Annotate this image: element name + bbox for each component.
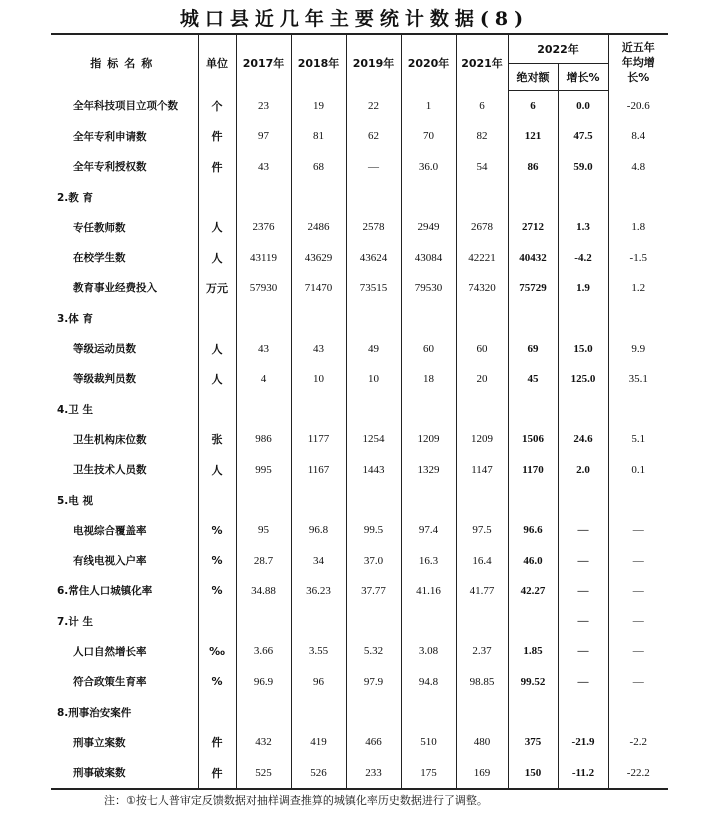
cell-2022-growth bbox=[558, 303, 608, 333]
cell-2022-absolute: 45 bbox=[508, 364, 558, 394]
cell-unit bbox=[198, 303, 236, 333]
cell-indicator: 卫生技术人员数 bbox=[51, 455, 198, 485]
cell-2019: — bbox=[346, 152, 401, 182]
cell-indicator: 4.卫 生 bbox=[51, 394, 198, 424]
cell-2020 bbox=[401, 394, 456, 424]
header-five-year-avg bbox=[608, 34, 668, 91]
cell-five-year-avg: 1.2 bbox=[608, 273, 668, 303]
cell-indicator: 6.常住人口城镇化率 bbox=[51, 576, 198, 606]
header-indicator: 指标名称 bbox=[51, 34, 198, 91]
cell-unit: ‰ bbox=[198, 636, 236, 666]
cell-indicator: 刑事破案数 bbox=[51, 758, 198, 789]
cell-2021: 42221 bbox=[456, 242, 508, 272]
cell-indicator: 等级运动员数 bbox=[51, 333, 198, 363]
cell-five-year-avg: -20.6 bbox=[608, 91, 668, 122]
cell-2021: 74320 bbox=[456, 273, 508, 303]
cell-2018: 2486 bbox=[291, 212, 346, 242]
cell-2019: 43624 bbox=[346, 242, 401, 272]
cell-unit: % bbox=[198, 515, 236, 545]
cell-2021: 20 bbox=[456, 364, 508, 394]
cell-2017: 2376 bbox=[236, 212, 291, 242]
cell-unit: 人 bbox=[198, 242, 236, 272]
cell-five-year-avg: 9.9 bbox=[608, 333, 668, 363]
cell-2020: 510 bbox=[401, 727, 456, 757]
table-row bbox=[51, 242, 668, 272]
cell-2020: 60 bbox=[401, 333, 456, 363]
cell-2022-absolute: 1170 bbox=[508, 455, 558, 485]
cell-indicator: 全年专利申请数 bbox=[51, 121, 198, 151]
header-year-2022: 2022年 bbox=[508, 34, 608, 64]
cell-2018: 81 bbox=[291, 121, 346, 151]
cell-2022-growth: — bbox=[558, 545, 608, 575]
cell-unit: 万元 bbox=[198, 273, 236, 303]
cell-2021: 2.37 bbox=[456, 636, 508, 666]
table-row bbox=[51, 212, 668, 242]
cell-2017: 43119 bbox=[236, 242, 291, 272]
cell-2022-absolute bbox=[508, 697, 558, 727]
cell-2022-growth: 125.0 bbox=[558, 364, 608, 394]
cell-2021 bbox=[456, 303, 508, 333]
cell-unit: 件 bbox=[198, 727, 236, 757]
cell-2021: 60 bbox=[456, 333, 508, 363]
cell-five-year-avg: 5.1 bbox=[608, 424, 668, 454]
cell-2019 bbox=[346, 606, 401, 636]
cell-unit: 件 bbox=[198, 758, 236, 789]
cell-indicator: 2.教 育 bbox=[51, 182, 198, 212]
cell-2021: 1147 bbox=[456, 455, 508, 485]
cell-2020: 1209 bbox=[401, 424, 456, 454]
cell-2018: 68 bbox=[291, 152, 346, 182]
cell-2022-growth: -11.2 bbox=[558, 758, 608, 789]
cell-2019: 10 bbox=[346, 364, 401, 394]
cell-2018: 96 bbox=[291, 667, 346, 697]
cell-2022-growth: 0.0 bbox=[558, 91, 608, 122]
table-row bbox=[51, 152, 668, 182]
cell-indicator: 电视综合覆盖率 bbox=[51, 515, 198, 545]
cell-2018: 36.23 bbox=[291, 576, 346, 606]
cell-2017: 43 bbox=[236, 152, 291, 182]
cell-2022-absolute: 2712 bbox=[508, 212, 558, 242]
cell-2021: 97.5 bbox=[456, 515, 508, 545]
cell-2022-absolute: 1506 bbox=[508, 424, 558, 454]
cell-five-year-avg bbox=[608, 485, 668, 515]
cell-2017: 525 bbox=[236, 758, 291, 789]
cell-2019: 99.5 bbox=[346, 515, 401, 545]
cell-five-year-avg: — bbox=[608, 576, 668, 606]
cell-2021: 41.77 bbox=[456, 576, 508, 606]
cell-2017: 97 bbox=[236, 121, 291, 151]
cell-2022-absolute: 99.52 bbox=[508, 667, 558, 697]
cell-2022-absolute bbox=[508, 485, 558, 515]
cell-2022-absolute: 42.27 bbox=[508, 576, 558, 606]
cell-2018: 1167 bbox=[291, 455, 346, 485]
cell-2017: 3.66 bbox=[236, 636, 291, 666]
cell-2017 bbox=[236, 303, 291, 333]
table-row bbox=[51, 182, 668, 212]
header-year-2019: 2019年 bbox=[346, 34, 401, 91]
cell-2022-growth bbox=[558, 182, 608, 212]
cell-unit: 个 bbox=[198, 91, 236, 122]
cell-2020 bbox=[401, 485, 456, 515]
cell-2020: 97.4 bbox=[401, 515, 456, 545]
footnote: 注：①按七人普审定反馈数据对抽样调查推算的城镇化率历史数据进行了调整。 bbox=[104, 794, 488, 807]
cell-2022-absolute bbox=[508, 182, 558, 212]
cell-2022-growth: 1.9 bbox=[558, 273, 608, 303]
cell-unit bbox=[198, 697, 236, 727]
cell-2020 bbox=[401, 182, 456, 212]
cell-2018 bbox=[291, 394, 346, 424]
cell-2022-growth: 24.6 bbox=[558, 424, 608, 454]
cell-2022-growth: — bbox=[558, 606, 608, 636]
cell-2022-absolute: 121 bbox=[508, 121, 558, 151]
cell-2019: 62 bbox=[346, 121, 401, 151]
table-row bbox=[51, 758, 668, 789]
cell-2017 bbox=[236, 606, 291, 636]
cell-2021: 169 bbox=[456, 758, 508, 789]
cell-unit bbox=[198, 182, 236, 212]
cell-2019: 97.9 bbox=[346, 667, 401, 697]
cell-2022-absolute bbox=[508, 606, 558, 636]
cell-indicator: 8.刑事治安案件 bbox=[51, 697, 198, 727]
cell-2022-absolute: 6 bbox=[508, 91, 558, 122]
cell-2020: 175 bbox=[401, 758, 456, 789]
cell-five-year-avg: 4.8 bbox=[608, 152, 668, 182]
cell-2022-growth: 15.0 bbox=[558, 333, 608, 363]
cell-2021 bbox=[456, 697, 508, 727]
cell-2022-growth: — bbox=[558, 515, 608, 545]
table-row bbox=[51, 424, 668, 454]
cell-2018: 1177 bbox=[291, 424, 346, 454]
cell-2018 bbox=[291, 303, 346, 333]
table-row bbox=[51, 303, 668, 333]
cell-2018: 526 bbox=[291, 758, 346, 789]
cell-unit bbox=[198, 394, 236, 424]
cell-2018: 419 bbox=[291, 727, 346, 757]
cell-2017: 57930 bbox=[236, 273, 291, 303]
cell-2019 bbox=[346, 697, 401, 727]
table-row bbox=[51, 364, 668, 394]
cell-2020: 1329 bbox=[401, 455, 456, 485]
cell-2017 bbox=[236, 485, 291, 515]
cell-unit: 件 bbox=[198, 121, 236, 151]
cell-2017 bbox=[236, 394, 291, 424]
cell-2019: 1443 bbox=[346, 455, 401, 485]
cell-five-year-avg: 1.8 bbox=[608, 212, 668, 242]
cell-2018: 19 bbox=[291, 91, 346, 122]
cell-2019: 233 bbox=[346, 758, 401, 789]
cell-2020 bbox=[401, 303, 456, 333]
statistics-table bbox=[51, 33, 668, 790]
cell-indicator: 全年科技项目立项个数 bbox=[51, 91, 198, 122]
cell-2022-growth: 47.5 bbox=[558, 121, 608, 151]
cell-2020: 16.3 bbox=[401, 545, 456, 575]
cell-2017: 986 bbox=[236, 424, 291, 454]
table-row bbox=[51, 91, 668, 122]
cell-2021: 16.4 bbox=[456, 545, 508, 575]
cell-2020: 94.8 bbox=[401, 667, 456, 697]
cell-2022-growth bbox=[558, 394, 608, 424]
cell-2022-growth: — bbox=[558, 576, 608, 606]
cell-2022-growth: — bbox=[558, 667, 608, 697]
cell-2019: 1254 bbox=[346, 424, 401, 454]
cell-five-year-avg: 35.1 bbox=[608, 364, 668, 394]
cell-five-year-avg: -2.2 bbox=[608, 727, 668, 757]
cell-2022-absolute: 86 bbox=[508, 152, 558, 182]
cell-2018: 71470 bbox=[291, 273, 346, 303]
cell-unit: 人 bbox=[198, 333, 236, 363]
cell-unit: 张 bbox=[198, 424, 236, 454]
cell-2022-absolute: 150 bbox=[508, 758, 558, 789]
header-avg-line1: 近五年 bbox=[621, 41, 655, 55]
cell-2022-growth: 1.3 bbox=[558, 212, 608, 242]
cell-2017: 95 bbox=[236, 515, 291, 545]
cell-2022-absolute: 96.6 bbox=[508, 515, 558, 545]
cell-2020: 18 bbox=[401, 364, 456, 394]
cell-2022-absolute: 69 bbox=[508, 333, 558, 363]
cell-indicator: 7.计 生 bbox=[51, 606, 198, 636]
header-avg-line3: 长% bbox=[627, 71, 650, 85]
table-row bbox=[51, 121, 668, 151]
cell-2022-growth bbox=[558, 485, 608, 515]
cell-2020: 36.0 bbox=[401, 152, 456, 182]
cell-2022-absolute: 1.85 bbox=[508, 636, 558, 666]
header-year-2020: 2020年 bbox=[401, 34, 456, 91]
table-row bbox=[51, 333, 668, 363]
cell-2022-growth: 2.0 bbox=[558, 455, 608, 485]
cell-2018: 96.8 bbox=[291, 515, 346, 545]
cell-indicator: 卫生机构床位数 bbox=[51, 424, 198, 454]
cell-2018 bbox=[291, 606, 346, 636]
cell-2018 bbox=[291, 485, 346, 515]
cell-2021: 82 bbox=[456, 121, 508, 151]
cell-five-year-avg bbox=[608, 182, 668, 212]
cell-five-year-avg: 0.1 bbox=[608, 455, 668, 485]
cell-2019: 5.32 bbox=[346, 636, 401, 666]
header-absolute: 绝对额 bbox=[508, 64, 558, 91]
cell-2021: 98.85 bbox=[456, 667, 508, 697]
cell-2017: 23 bbox=[236, 91, 291, 122]
cell-2020: 2949 bbox=[401, 212, 456, 242]
cell-unit: 件 bbox=[198, 152, 236, 182]
cell-indicator: 5.电 视 bbox=[51, 485, 198, 515]
header-year-2018: 2018年 bbox=[291, 34, 346, 91]
cell-2017 bbox=[236, 697, 291, 727]
cell-five-year-avg: — bbox=[608, 667, 668, 697]
table-row bbox=[51, 667, 668, 697]
table-row bbox=[51, 545, 668, 575]
cell-five-year-avg: -1.5 bbox=[608, 242, 668, 272]
cell-2019: 73515 bbox=[346, 273, 401, 303]
cell-2021: 1209 bbox=[456, 424, 508, 454]
cell-five-year-avg: — bbox=[608, 636, 668, 666]
cell-indicator: 3.体 育 bbox=[51, 303, 198, 333]
cell-unit: % bbox=[198, 576, 236, 606]
cell-2019 bbox=[346, 485, 401, 515]
cell-2022-growth bbox=[558, 697, 608, 727]
cell-unit: 人 bbox=[198, 212, 236, 242]
cell-2021 bbox=[456, 182, 508, 212]
cell-five-year-avg: -22.2 bbox=[608, 758, 668, 789]
cell-2022-growth: -21.9 bbox=[558, 727, 608, 757]
cell-five-year-avg bbox=[608, 394, 668, 424]
table-row bbox=[51, 273, 668, 303]
cell-2018: 34 bbox=[291, 545, 346, 575]
cell-indicator: 有线电视入户率 bbox=[51, 545, 198, 575]
cell-indicator: 教育事业经费投入 bbox=[51, 273, 198, 303]
cell-indicator: 全年专利授权数 bbox=[51, 152, 198, 182]
cell-indicator: 专任教师数 bbox=[51, 212, 198, 242]
table-row bbox=[51, 576, 668, 606]
cell-2020: 1 bbox=[401, 91, 456, 122]
table-row bbox=[51, 455, 668, 485]
cell-indicator: 在校学生数 bbox=[51, 242, 198, 272]
cell-2021 bbox=[456, 606, 508, 636]
cell-2022-absolute: 75729 bbox=[508, 273, 558, 303]
cell-2022-absolute bbox=[508, 394, 558, 424]
header-avg-line2: 年均增 bbox=[621, 56, 655, 70]
table-row bbox=[51, 485, 668, 515]
cell-five-year-avg bbox=[608, 303, 668, 333]
header-year-2021: 2021年 bbox=[456, 34, 508, 91]
cell-five-year-avg: — bbox=[608, 545, 668, 575]
table-row bbox=[51, 636, 668, 666]
cell-2019: 37.77 bbox=[346, 576, 401, 606]
cell-2017: 43 bbox=[236, 333, 291, 363]
cell-2022-absolute: 46.0 bbox=[508, 545, 558, 575]
page-title: 城口县近几年主要统计数据(8) bbox=[179, 8, 530, 30]
cell-indicator: 人口自然增长率 bbox=[51, 636, 198, 666]
table-row bbox=[51, 515, 668, 545]
cell-2022-growth: — bbox=[558, 636, 608, 666]
header-unit: 单位 bbox=[198, 34, 236, 91]
cell-2021: 2678 bbox=[456, 212, 508, 242]
cell-2019: 22 bbox=[346, 91, 401, 122]
table-row bbox=[51, 727, 668, 757]
cell-2020: 70 bbox=[401, 121, 456, 151]
cell-2022-absolute: 375 bbox=[508, 727, 558, 757]
cell-2019: 49 bbox=[346, 333, 401, 363]
cell-unit: 人 bbox=[198, 455, 236, 485]
cell-unit bbox=[198, 485, 236, 515]
table-row bbox=[51, 697, 668, 727]
cell-unit: % bbox=[198, 545, 236, 575]
cell-2019 bbox=[346, 394, 401, 424]
cell-2019: 37.0 bbox=[346, 545, 401, 575]
cell-2021: 6 bbox=[456, 91, 508, 122]
cell-2017: 34.88 bbox=[236, 576, 291, 606]
table-row bbox=[51, 394, 668, 424]
table-row bbox=[51, 606, 668, 636]
cell-2019: 466 bbox=[346, 727, 401, 757]
cell-2017 bbox=[236, 182, 291, 212]
cell-2017: 96.9 bbox=[236, 667, 291, 697]
cell-2019 bbox=[346, 182, 401, 212]
cell-unit bbox=[198, 606, 236, 636]
cell-2021: 54 bbox=[456, 152, 508, 182]
cell-2019: 2578 bbox=[346, 212, 401, 242]
cell-2020 bbox=[401, 606, 456, 636]
cell-2017: 432 bbox=[236, 727, 291, 757]
cell-unit: % bbox=[198, 667, 236, 697]
cell-2021 bbox=[456, 485, 508, 515]
cell-2017: 995 bbox=[236, 455, 291, 485]
cell-2021 bbox=[456, 394, 508, 424]
cell-five-year-avg bbox=[608, 697, 668, 727]
cell-2022-absolute: 40432 bbox=[508, 242, 558, 272]
cell-2018: 3.55 bbox=[291, 636, 346, 666]
header-growth: 增长% bbox=[558, 64, 608, 91]
cell-indicator: 符合政策生育率 bbox=[51, 667, 198, 697]
cell-2022-absolute bbox=[508, 303, 558, 333]
cell-2020 bbox=[401, 697, 456, 727]
cell-2020: 41.16 bbox=[401, 576, 456, 606]
cell-2018: 43629 bbox=[291, 242, 346, 272]
cell-2020: 43084 bbox=[401, 242, 456, 272]
cell-five-year-avg: — bbox=[608, 515, 668, 545]
cell-2018 bbox=[291, 697, 346, 727]
cell-2018: 10 bbox=[291, 364, 346, 394]
cell-2017: 4 bbox=[236, 364, 291, 394]
cell-2022-growth: -4.2 bbox=[558, 242, 608, 272]
cell-five-year-avg: — bbox=[608, 606, 668, 636]
cell-2019 bbox=[346, 303, 401, 333]
cell-indicator: 刑事立案数 bbox=[51, 727, 198, 757]
cell-2020: 79530 bbox=[401, 273, 456, 303]
cell-five-year-avg: 8.4 bbox=[608, 121, 668, 151]
cell-2018: 43 bbox=[291, 333, 346, 363]
cell-unit: 人 bbox=[198, 364, 236, 394]
cell-2021: 480 bbox=[456, 727, 508, 757]
cell-2017: 28.7 bbox=[236, 545, 291, 575]
cell-2020: 3.08 bbox=[401, 636, 456, 666]
cell-2022-growth: 59.0 bbox=[558, 152, 608, 182]
header-year-2017: 2017年 bbox=[236, 34, 291, 91]
cell-indicator: 等级裁判员数 bbox=[51, 364, 198, 394]
cell-2018 bbox=[291, 182, 346, 212]
